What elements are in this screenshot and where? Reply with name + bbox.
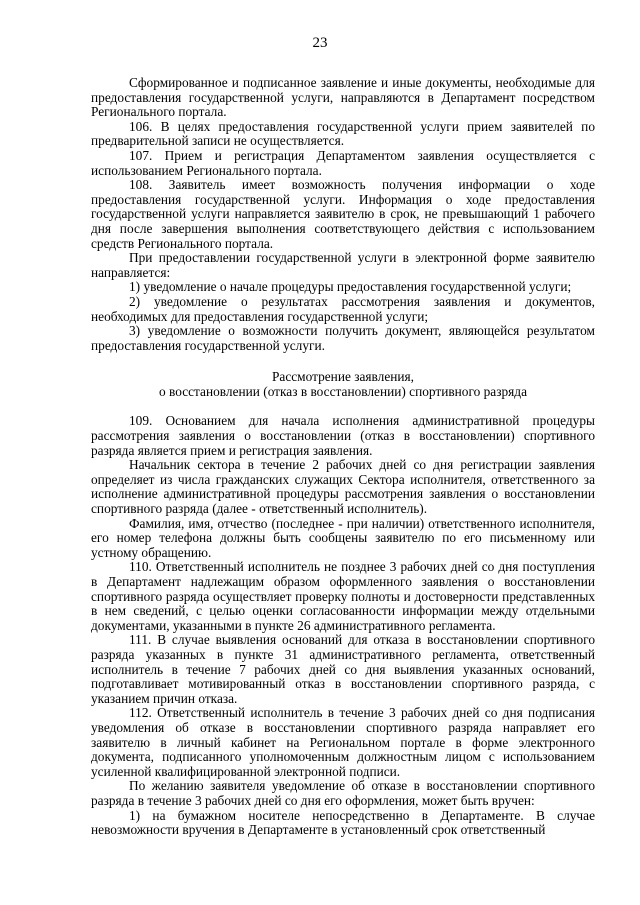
paragraph: При предоставлении государственной услуги в электронной форме заявителю направляется:: [91, 250, 595, 280]
paragraph: Сформированное и подписанное заявление и иные документы, необходимые для предоставления государственной услуги, направляются в Департамент посредством Регионального портала.: [91, 75, 595, 120]
paragraph: 111. В случае выявления оснований для отказа в восстановлении спортивного разряда указанных в пункте 31 административного регламента, ответственный исполнитель в течение 7 рабочих дней со дня выявления указанных оснований, подготавливает мотивированный отказ в восстановлении спортивного разряда, с указанием причин отказа.: [91, 632, 595, 706]
paragraph: По желанию заявителя уведомление об отказе в восстановлении спортивного разряда в течение 3 рабочих дней со дня его оформления, может быть вручен:: [91, 778, 595, 808]
document-body: [91, 76, 595, 838]
paragraph: Начальник сектора в течение 2 рабочих дней со дня регистрации заявления определяет из числа гражданских служащих Сектора исполнителя, ответственного за исполнение административной процедуры рассмотрения заявления о восстановлении спортивного разряда (далее - ответственный исполнитель).: [91, 457, 595, 517]
paragraph: 109. Основанием для начала исполнения административной процедуры рассмотрения заявления о восстановлении (отказ в восстановлении) спортивного разряда является прием и регистрация заявления.: [91, 413, 595, 458]
section-heading: [91, 370, 595, 399]
list-item: 1) на бумажном носителе непосредственно в Департаменте. В случае невозможности вручения в Департаменте в установленный срок ответственный: [91, 807, 595, 838]
list-item: 1) уведомление о начале процедуры предоставления государственной услуги;: [129, 279, 572, 295]
paragraph: 106. В целях предоставления государственной услуги прием заявителей по предварительной записи не осуществляется.: [91, 118, 595, 149]
list-item: 2) уведомление о результатах рассмотрения заявления и документов, необходимых для предоставления государственной услуги;: [91, 293, 595, 324]
paragraph: 108. Заявитель имеет возможность получения информации о ходе предоставления государственной услуги. Информация о ходе предоставления государственной услуги направляется заявителю в срок, не превышающий 1 рабочего дня после завершения выполнения соответствующего действия с использованием средств Регионального портала.: [91, 177, 595, 251]
section-heading-line: о восстановлении (отказ в восстановлении) спортивного разряда: [158, 383, 528, 399]
paragraph: 110. Ответственный исполнитель не позднее 3 рабочих дней со дня поступления в Департамент надлежащим образом оформленного заявления о восстановлении спортивного разряда осуществляет проверку полноты и достоверности представленных в нем сведений, с целью оценки согласованности информации между отдельными документами, указанными в пункте 26 административного регламента.: [91, 559, 595, 633]
paragraph: 107. Прием и регистрация Департаментом заявления осуществляется с использованием Регионального портала.: [91, 147, 595, 178]
section-heading-line: Рассмотрение заявления,: [271, 369, 415, 385]
paragraph: 112. Ответственный исполнитель в течение 3 рабочих дней со дня подписания уведомления об отказе в восстановлении спортивного разряда направляет его заявителю в личный кабинет на Региональном портале в форме электронного документа, подписанного уполномоченным должностным лицом с использованием усиленной квалифицированной электронной подписи.: [91, 705, 595, 779]
list-item: 3) уведомление о возможности получить документ, являющейся результатом предоставления государственной услуги.: [91, 323, 595, 353]
page-number: 23: [312, 35, 328, 51]
paragraph: Фамилия, имя, отчество (последнее - при наличии) ответственного исполнителя, его номер телефона должны быть сообщены заявителю по его письменному или устному обращению.: [91, 515, 595, 560]
